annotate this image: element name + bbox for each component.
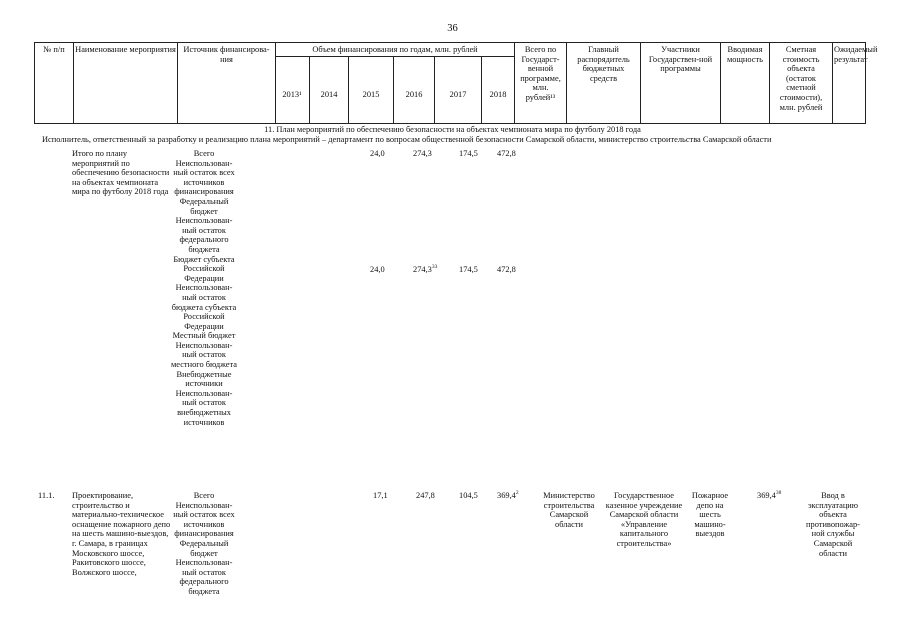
regional-2018: 174,5 [459, 265, 478, 274]
executor-line: Исполнитель, ответственный за разработку и реализацию плана мероприятий – департамент по вопросам общественной безопасности Самарской области, министерство строительства Самарской области [42, 135, 772, 144]
item-estimated: 369,4$^{38}$ [757, 490, 782, 500]
item-number: 11.1. [38, 491, 55, 500]
item-capacity: Пожарное депо на шесть машино-выездов [691, 491, 729, 539]
col-year-2015: 2015 [348, 56, 393, 123]
col-total: Всего по Государст-венной программе, млн. рублей¹³ [514, 43, 566, 123]
col-name: Наименование мероприятия [73, 43, 177, 123]
regional-total: 472,8 [497, 265, 516, 274]
totals-sources: Всего Неиспользован-ный остаток всех источников финансирования Федеральный бюджет Неиспользован-ный остаток федерального бюджета Бюджет субъекта Российской Федерации Неиспользован-ный остаток бюджета субъекта Российской Федерации Местный бюджет Неиспользован-ный остаток местного бюджета Внебюджетные источники Неиспользован-ный остаток внебюджетных источников [170, 149, 237, 427]
item-name: Проектирование, строительство и материально-техническое оснащение пожарного депо на шесть машино-выездов, г. Самара, в границах Московского шоссе, Ракитовского шоссе, Волжского шоссе, [72, 491, 171, 577]
col-year-2016: 2016 [393, 56, 434, 123]
totals-2018: 174,5 [459, 149, 478, 158]
col-num: № п/п [43, 45, 65, 54]
item-expected: Ввод в эксплуатацию объекта противопожар-ной службы Самарской области [806, 491, 860, 558]
item-total: 369,4$^2$ [497, 490, 519, 500]
totals-name: Итого по плану мероприятий по обеспечению безопасности на объектах чемпионата мира по футболу 2018 года [72, 149, 170, 197]
col-volume: Объем финансирования по годам, млн. рублей [275, 43, 514, 123]
section-title: 11. План мероприятий по обеспечению безопасности на объектах чемпионата мира по футболу 2018 года [264, 125, 641, 134]
item-participant: Государственное казенное учреждение Самарской области «Управление капитального строительства» [605, 491, 683, 548]
table-header [34, 42, 878, 124]
col-main-manager: Главный распорядитель бюджетных средств [566, 43, 640, 123]
regional-2016: 24,0 [370, 265, 385, 274]
item-sources: Всего Неиспользован-ный остаток всех источников финансирования Федеральный бюджет Неиспользован-ный остаток федерального бюджета [173, 491, 235, 596]
col-participants: Участники Государствен-ной программы [640, 43, 720, 123]
col-source: Источник финансирова-ния [177, 43, 275, 123]
regional-2017: 274,3$^{33}$ [413, 264, 438, 274]
col-year-2014: 2014 [309, 56, 348, 123]
item-manager: Министерство строительства Самарской области [543, 491, 595, 529]
page-number: 36 [447, 23, 458, 34]
totals-2016: 24,0 [370, 149, 385, 158]
totals-2017: 274,3 [413, 149, 432, 158]
item-2018: 104,5 [459, 491, 478, 500]
item-2017: 247,8 [416, 491, 435, 500]
col-year-2017: 2017 [434, 56, 481, 123]
col-capacity: Вводимая мощность [720, 43, 769, 123]
col-year-2018: 2018 [481, 56, 514, 123]
totals-total: 472,8 [497, 149, 516, 158]
col-estimated-cost: Сметная стоимость объекта (остаток сметной стоимости), млн. рублей [769, 43, 832, 123]
col-year-2013: 2013¹ [282, 90, 302, 99]
item-2016: 17,1 [373, 491, 388, 500]
col-expected: Ожидаемый результат [832, 43, 865, 123]
